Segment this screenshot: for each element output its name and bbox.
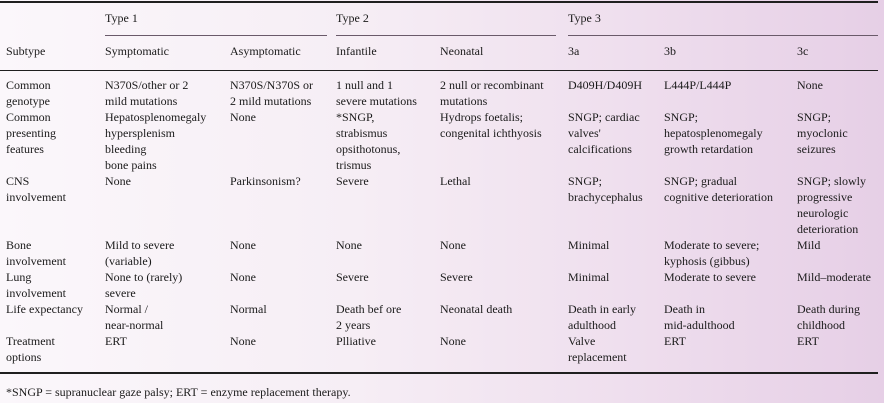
row-label-presenting-features [6,109,56,157]
cell-line: 1 null and 1 [336,78,393,92]
cell-genotype-3c [797,77,823,93]
cell-line: options [6,350,42,364]
cell-line: Minimal [568,238,610,252]
cell-lung-involvement-symptomatic [105,269,182,301]
cell-line: Mild–moderate [797,270,871,284]
column-header-3c: 3c [797,44,809,58]
cell-treatment-options-neonatal [440,333,466,349]
cell-line: genotype [6,94,50,108]
cell-life-expectancy-3c [797,301,860,333]
cell-line: brachycephalus [568,190,643,204]
cell-line: Mild [797,238,821,252]
cell-line: Life expectancy [6,302,83,316]
cell-bone-involvement-symptomatic [105,237,174,269]
cell-presenting-features-symptomatic [105,109,206,173]
cell-bone-involvement-neonatal [440,237,466,253]
cell-line: ERT [797,334,819,348]
cell-life-expectancy-infantile [336,301,401,333]
column-header-symptomatic: Symptomatic [105,44,169,58]
cell-line: Treatment [6,334,55,348]
cell-line: None [440,334,466,348]
column-header-asymptomatic: Asymptomatic [230,44,301,58]
type-2-underline [336,35,556,36]
cell-line: bone pains [105,158,157,172]
cell-line: replacement [568,350,627,364]
cell-cns-involvement-asymptomatic [230,173,301,189]
cell-line: childhood [797,318,845,332]
group-header-type-3: Type 3 [568,11,601,25]
group-header-type-1: Type 1 [105,11,138,25]
cell-line: None [230,238,256,252]
cell-life-expectancy-3a [568,301,636,333]
column-header-subtype: Subtype [6,44,46,58]
cell-line: mutations [440,94,488,108]
type-1-underline [105,35,327,36]
cell-bone-involvement-3b [664,237,759,269]
cell-genotype-infantile [336,77,417,109]
cell-line: SNGP; gradual [664,174,737,188]
cell-line: Lethal [440,174,471,188]
cell-line: myoclonic [797,126,848,140]
cell-bone-involvement-asymptomatic [230,237,256,253]
cell-presenting-features-3a [568,109,640,157]
cell-line: None [230,110,256,124]
type-3-underline [568,35,878,36]
cell-line: presenting [6,126,56,140]
cell-line: N370S/N370S or [230,78,314,92]
cell-line: valves' [568,126,601,140]
cell-life-expectancy-symptomatic [105,301,163,333]
cell-presenting-features-3c [797,109,848,157]
cell-line: Hydrops foetalis; [440,110,523,124]
cell-lung-involvement-asymptomatic [230,269,256,285]
cell-line: Death in [664,302,705,316]
bottom-rule [0,372,878,374]
cell-line: bleeding [105,142,147,156]
cell-presenting-features-asymptomatic [230,109,256,125]
cell-line: SNGP; slowly [797,174,867,188]
cell-line: involvement [6,286,66,300]
cell-cns-involvement-3b [664,173,773,205]
column-header-3b: 3b [664,44,676,58]
cell-line: SNGP; cardiac [568,110,640,124]
cell-line: Neonatal death [440,302,513,316]
column-header-3a: 3a [568,44,580,58]
cell-line: Common [6,78,51,92]
cell-line: None [105,174,131,188]
cell-lung-involvement-3b [664,269,756,285]
cell-line: features [6,142,44,156]
cell-lung-involvement-3c [797,269,871,285]
cell-line: None [230,334,256,348]
cell-line: CNS [6,174,30,188]
cell-line: 2 mild mutations [230,94,312,108]
cell-line: Death during [797,302,860,316]
cell-lung-involvement-neonatal [440,269,473,285]
cell-presenting-features-3b [664,109,763,157]
row-label-cns-involvement [6,173,66,205]
column-header-infantile: Infantile [336,44,377,58]
cell-line: growth retardation [664,142,753,156]
cell-line: None [440,238,466,252]
cell-line: ERT [105,334,127,348]
cell-line: Mild to severe [105,238,175,252]
cell-line: near-normal [105,318,164,332]
cell-line: kyphosis (gibbus) [664,254,750,268]
row-label-treatment-options [6,333,55,365]
cell-cns-involvement-3c [797,173,866,237]
cell-bone-involvement-3a [568,237,609,253]
row-label-bone-involvement [6,237,66,269]
row-label-life-expectancy [6,301,83,317]
cell-line: involvement [6,190,66,204]
cell-genotype-neonatal [440,77,544,109]
cell-genotype-3a [568,77,642,93]
cell-line: cognitive deterioration [664,190,773,204]
cell-line: Severe [336,270,369,284]
cell-line: Common [6,110,51,124]
cell-line: Severe [440,270,473,284]
cell-life-expectancy-neonatal [440,301,512,317]
cell-line: Bone [6,238,32,252]
cell-line: Parkinsonism? [230,174,301,188]
cell-line: SNGP; [797,110,832,124]
cell-line: trismus [336,158,372,172]
cell-line: L444P/L444P [664,78,732,92]
cell-line: Death in early [568,302,636,316]
cell-treatment-options-3c [797,333,819,349]
cell-treatment-options-3a [568,333,627,365]
cell-line: D409H/D409H [568,78,642,92]
cell-line: progressive [797,190,853,204]
cell-line: hypersplenism [105,126,175,140]
cell-line: strabismus [336,126,388,140]
cell-line: opsithotonus, [336,142,401,156]
cell-line: adulthood [568,318,616,332]
cell-line: *SNGP, [336,110,375,124]
cell-line: severe mutations [336,94,417,108]
row-label-lung-involvement [6,269,66,301]
cell-line: Normal [230,302,267,316]
cell-line: None [797,78,823,92]
cell-line: severe [105,286,136,300]
cell-cns-involvement-3a [568,173,643,205]
cell-line: deterioration [797,222,859,236]
row-label-genotype [6,77,51,109]
cell-line: Minimal [568,270,610,284]
column-header-neonatal: Neonatal [440,44,484,58]
cell-line: seizures [797,142,836,156]
cell-lung-involvement-infantile [336,269,369,285]
cell-line: Moderate to severe [664,270,756,284]
cell-treatment-options-infantile [336,333,376,349]
cell-treatment-options-asymptomatic [230,333,256,349]
cell-line: Lung [6,270,32,284]
cell-presenting-features-infantile [336,109,400,173]
cell-bone-involvement-3c [797,237,820,253]
cell-line: mid-adulthood [664,318,735,332]
cell-line: involvement [6,254,66,268]
cell-genotype-3b [664,77,731,93]
cell-line: 2 null or recombinant [440,78,544,92]
cell-treatment-options-3b [664,333,686,349]
cell-line: N370S/other or 2 [105,78,189,92]
cell-line: Severe [336,174,369,188]
cell-treatment-options-symptomatic [105,333,127,349]
cell-line: 2 years [336,318,371,332]
cell-life-expectancy-3b [664,301,735,333]
cell-line: Plliative [336,334,376,348]
cell-bone-involvement-infantile [336,237,362,253]
cell-line: Moderate to severe; [664,238,760,252]
cell-line: ERT [664,334,686,348]
cell-life-expectancy-asymptomatic [230,301,267,317]
cell-line: mild mutations [105,94,178,108]
cell-line: None [336,238,362,252]
cell-line: Normal / [105,302,148,316]
cell-genotype-asymptomatic [230,77,313,109]
cell-line: (variable) [105,254,152,268]
cell-line: SNGP; [664,110,699,124]
cell-line: calcifications [568,142,632,156]
cell-line: Valve [568,334,596,348]
cell-line: SNGP; [568,174,603,188]
cell-cns-involvement-infantile [336,173,369,189]
table-footnote: *SNGP = supranuclear gaze palsy; ERT = enzyme replacement therapy. [6,385,351,399]
cell-cns-involvement-symptomatic [105,173,131,189]
cell-presenting-features-neonatal [440,109,542,141]
cell-line: Hepatosplenomegaly [105,110,207,124]
cell-line: Death bef ore [336,302,402,316]
cell-line: hepatosplenomegaly [664,126,763,140]
cell-line: congenital ichthyosis [440,126,542,140]
cell-line: neurologic [797,206,849,220]
header-rule [0,70,878,71]
cell-line: None to (rarely) [105,270,183,284]
cell-cns-involvement-neonatal [440,173,471,189]
top-rule [0,1,878,3]
cell-lung-involvement-3a [568,269,609,285]
group-header-type-2: Type 2 [336,11,369,25]
cell-genotype-symptomatic [105,77,188,109]
cell-line: None [230,270,256,284]
